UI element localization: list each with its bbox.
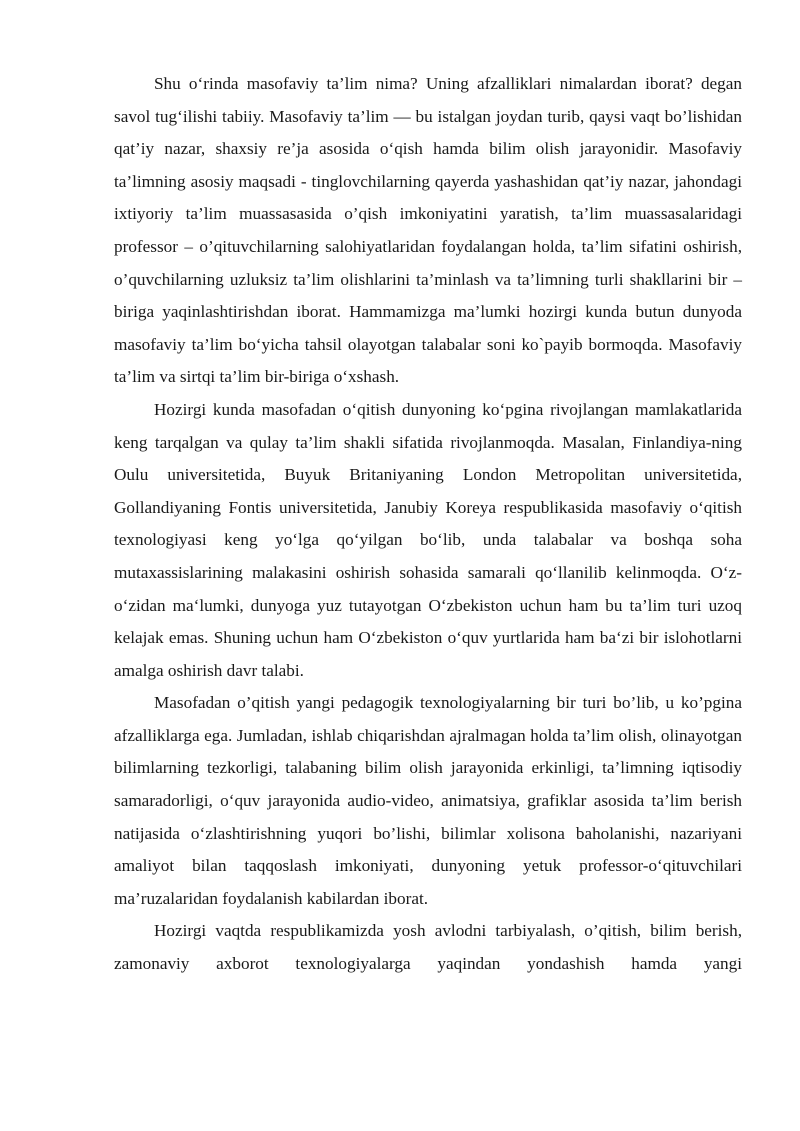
paragraph-2: Hozirgi kunda masofadan o‘qitish dunyoning ko‘pgina rivojlangan mamlakatlarida keng tarqalgan va qulay ta’lim shakli sifatida rivojlanmoqda. Masalan, Finlandiya-ning Oulu universitetida, Buyuk Britaniyaning London Metropolitan universitetida, Gollandiyaning Fontis universitetida, Janubiy Koreya respublikasida masofaviy o‘qitish texnologiyasi keng yo‘lga qo‘yilgan bo‘lib, unda talabalar va boshqa soha mutaxassislarining malakasini oshirish sohasida samarali qo‘llanilib kelinmoqda. O‘z-o‘zidan ma‘lumki, dunyoga yuz tutayotgan O‘zbekiston uchun ham bu ta’lim turi uzoq kelajak emas. Shuning uchun ham O‘zbekiston o‘quv yurtlarida ham ba‘zi bir islohotlarni amalga oshirish davr talabi. — [114, 399, 742, 680]
paragraph-4: Hozirgi vaqtda respublikamizda yosh avlodni tarbiyalash, o’qitish, bilim berish, zamonaviy axborot texnologiyalarga yaqindan yondashish hamda yangi — [114, 921, 742, 974]
document-body — [114, 68, 742, 981]
paragraph-3: Masofadan o’qitish yangi pedagogik texnologiyalarning bir turi bo’lib, u ko’pgina afzalliklarga ega. Jumladan, ishlab chiqarishdan ajralmagan holda ta’lim olish, olinayotgan bilimlarning tezkorligi, talabaning bilim olish jarayonida erkinligi, ta’limning iqtisodiy samaradorligi, o‘quv jarayonida audio-video, animatsiya, grafiklar asosida ta’lim berish natijasida o‘zlashtirishning yuqori bo’lishi, bilimlar xolisona baholanishi, nazariyani amaliyot bilan taqqoslash imkoniyati, dunyoning yetuk professor-o‘qituvchilari ma’ruzalaridan foydalanish kabilardan iborat. — [114, 693, 742, 908]
paragraph-1: Shu o‘rinda masofaviy ta’lim nima? Uning afzalliklari nimalardan iborat? degan savol tug‘ilishi tabiiy. Masofaviy ta’lim — bu istalgan joydan turib, qaysi vaqt bo’lishidan qat’iy nazar, shaxsiy re’ja asosida o‘qish hamda bilim olish jarayonidir. Masofaviy ta’limning asosiy maqsadi - tinglovchilarning qayerda yashashidan qat’iy nazar, jahondagi ixtiyoriy ta’lim muassasasida o’qish imkoniyatini yaratish, ta’lim muassasalaridagi professor – o’qituvchilarning salohiyatlaridan foydalangan holda, ta’lim sifatini oshirish, o’quvchilarning uzluksiz ta’lim olishlarini ta’minlash va ta’limning turli shakllarini bir – biriga yaqinlashtirishdan iborat. Hammamizga ma’lumki hozirgi kunda butun dunyoda masofaviy ta’lim bo‘yicha tahsil olayotgan talabalar soni ko`payib bormoqda. Masofaviy ta’lim va sirtqi ta’lim bir-biriga o‘xshash. — [114, 74, 742, 387]
